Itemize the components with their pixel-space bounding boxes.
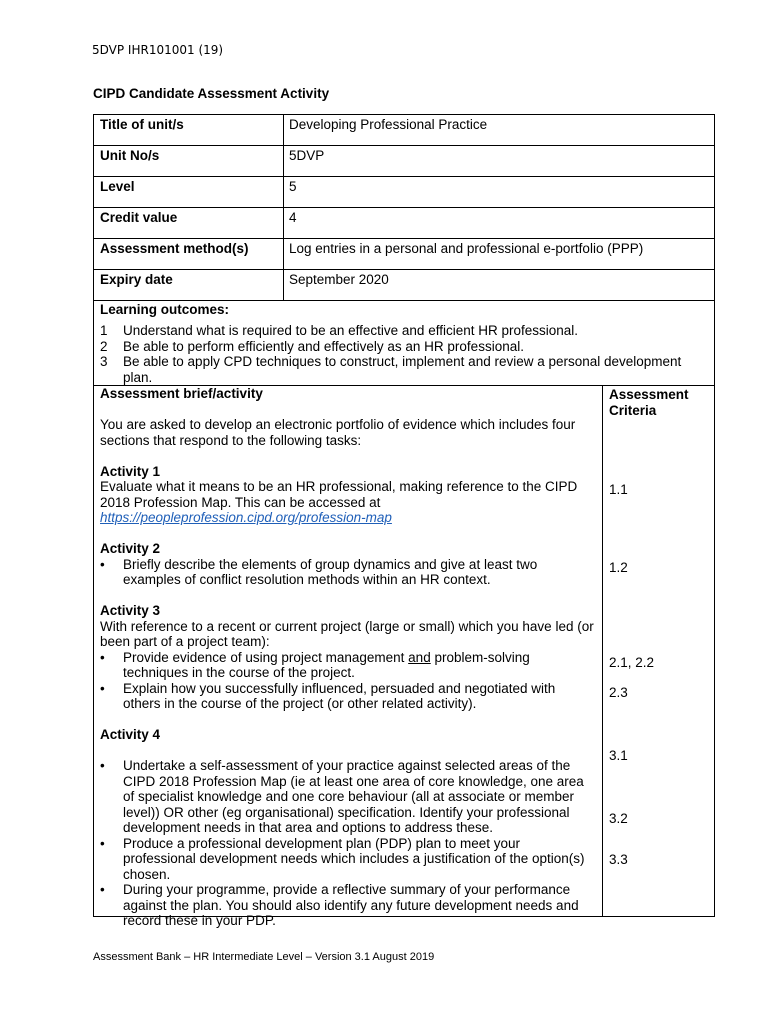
activity-2-title: Activity 2 bbox=[100, 541, 161, 556]
table-row bbox=[94, 270, 714, 301]
bullet-text: Produce a professional development plan (PDP) plan to meet your professional development needs which includes a justification of the option(s) chosen. bbox=[123, 835, 585, 882]
criteria-heading: Assessment Criteria bbox=[609, 387, 689, 418]
activity-4-title: Activity 4 bbox=[100, 727, 161, 742]
bullet-text: Explain how you successfully influenced, persuaded and negotiated with others in the course of the project (or other related activity). bbox=[123, 680, 556, 711]
bullet-text: Provide evidence of using project management and problem-solving techniques in the course of the project. bbox=[123, 649, 530, 680]
learning-outcomes bbox=[94, 301, 714, 386]
row-label: Credit value bbox=[94, 208, 284, 238]
page-footer: Assessment Bank – HR Intermediate Level – Version 3.1 August 2019 bbox=[93, 951, 435, 963]
row-value: 5DVP bbox=[289, 148, 325, 163]
activity-3-title: Activity 3 bbox=[100, 603, 161, 618]
criterion-2-1-2-2: 2.1, 2.2 bbox=[609, 655, 655, 670]
row-label: Assessment method(s) bbox=[94, 239, 284, 269]
assessment-brief-section bbox=[94, 386, 714, 928]
bullet-icon: • bbox=[100, 556, 105, 572]
row-label: Level bbox=[94, 177, 284, 207]
assessment-table bbox=[93, 114, 715, 928]
bullet-text: Undertake a self-assessment of your practice against selected areas of the CIPD 2018 Profession Map (ie at least one area of core knowledge, one area of specialist knowledge and one core behaviour (all at associate or member level)) OR other (eg organisational) specification. Identify your professional development needs in that area and options to address these. bbox=[123, 758, 584, 835]
list-item bbox=[100, 339, 708, 355]
bullet-text: During your programme, provide a reflective summary of your performance against the plan. You should also identify any future development needs and record these in your PDP. bbox=[123, 882, 579, 928]
list-item bbox=[100, 323, 708, 339]
row-value: September 2020 bbox=[289, 272, 389, 287]
bullet-text: Briefly describe the elements of group dynamics and give at least two examples of conflict resolution methods within an HR context. bbox=[123, 556, 538, 587]
item-number: 2 bbox=[100, 338, 108, 354]
page-title: CIPD Candidate Assessment Activity bbox=[93, 86, 330, 101]
learning-outcomes-heading: Learning outcomes: bbox=[100, 302, 230, 317]
row-label: Title of unit/s bbox=[94, 115, 284, 145]
criterion-1-1: 1.1 bbox=[609, 482, 628, 497]
criterion-2-3: 2.3 bbox=[609, 685, 628, 700]
row-label: Unit No/s bbox=[94, 146, 284, 176]
bullet-icon: • bbox=[100, 882, 105, 897]
table-row bbox=[94, 208, 714, 239]
row-value: 4 bbox=[289, 210, 297, 225]
item-text: Be able to apply CPD techniques to construct, implement and review a personal development plan. bbox=[123, 354, 682, 385]
learning-outcomes-list bbox=[100, 323, 708, 385]
row-value: Developing Professional Practice bbox=[289, 117, 488, 132]
table-row bbox=[94, 115, 714, 146]
list-item bbox=[100, 650, 596, 681]
row-label: Expiry date bbox=[94, 270, 284, 300]
bullet-icon: • bbox=[100, 835, 105, 851]
criterion-3-1: 3.1 bbox=[609, 748, 628, 763]
item-text: Understand what is required to be an effective and efficient HR professional. bbox=[123, 323, 579, 338]
list-item bbox=[100, 681, 596, 712]
assessment-brief bbox=[94, 386, 603, 928]
activity-3-intro: With reference to a recent or current project (large or small) which you have led (or been part of a project team): bbox=[100, 618, 594, 649]
item-number: 1 bbox=[100, 323, 108, 338]
list-item bbox=[100, 882, 596, 929]
criterion-3-3: 3.3 bbox=[609, 852, 628, 867]
list-item bbox=[100, 836, 596, 883]
profession-map-link[interactable]: https://peopleprofession.cipd.org/profession-map bbox=[100, 510, 392, 525]
item-number: 3 bbox=[100, 354, 108, 369]
row-value: Log entries in a personal and professional e-portfolio (PPP) bbox=[289, 241, 644, 256]
criterion-3-2: 3.2 bbox=[609, 811, 628, 826]
list-item bbox=[100, 354, 708, 385]
activity-1-text bbox=[100, 479, 596, 526]
brief-intro: You are asked to develop an electronic portfolio of evidence which includes four sections that respond to the following tasks: bbox=[100, 417, 576, 448]
activity-1-title: Activity 1 bbox=[100, 463, 161, 479]
row-value: 5 bbox=[289, 179, 297, 194]
list-item bbox=[100, 758, 596, 836]
criterion-1-2: 1.2 bbox=[609, 560, 628, 575]
document-code: 5DVP IHR101001 (19) bbox=[92, 43, 224, 57]
activity-1-body: Evaluate what it means to be an HR professional, making reference to the CIPD 2018 Profession Map. This can be accessed at bbox=[100, 479, 578, 510]
table-row bbox=[94, 177, 714, 208]
table-row bbox=[94, 239, 714, 270]
bullet-icon: • bbox=[100, 758, 105, 773]
brief-heading: Assessment brief/activity bbox=[100, 386, 263, 401]
bullet-icon: • bbox=[100, 680, 105, 696]
list-item bbox=[100, 557, 596, 588]
table-row bbox=[94, 146, 714, 177]
bullet-icon: • bbox=[100, 649, 105, 665]
assessment-criteria-column bbox=[603, 386, 714, 916]
item-text: Be able to perform efficiently and effectively as an HR professional. bbox=[123, 338, 524, 354]
